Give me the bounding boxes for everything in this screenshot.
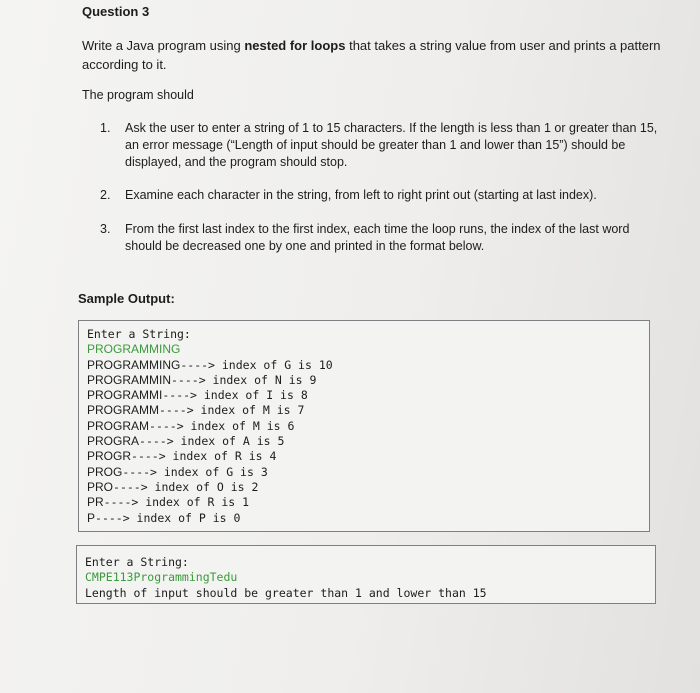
step-number: 1. [100, 121, 111, 135]
sample-console-2 [76, 545, 656, 604]
output-line [87, 419, 641, 434]
sample-output-heading: Sample Output: [78, 291, 175, 306]
output-suffix: ----> index of A is 5 [139, 434, 285, 449]
output-line [87, 480, 641, 495]
output-line [87, 495, 641, 510]
question-intro [82, 36, 672, 74]
output-line [87, 358, 641, 373]
output-prefix: PRO [87, 479, 114, 494]
output-prefix: P [87, 510, 96, 525]
output-prefix: PROGRAMMI [87, 388, 163, 403]
output-suffix: ----> index of M is 6 [149, 418, 295, 433]
output-prefix: PROGRAMMIN [87, 372, 171, 387]
output-line [87, 511, 641, 526]
output-prefix: PR [87, 495, 104, 510]
output-suffix: ----> index of R is 1 [103, 495, 250, 510]
intro-text-1: Write a Java program using [82, 38, 245, 53]
output-suffix: ----> index of G is 3 [122, 464, 268, 479]
output-line [87, 449, 641, 464]
console-error-message: Length of input should be greater than 1 and lower than 15 [85, 585, 487, 600]
output-line [87, 388, 641, 403]
output-line [87, 373, 641, 388]
step-text: From the first last index to the first index, each time the loop runs, the index of the last word should be decreased one by one and printed in the format below. [125, 222, 630, 253]
output-suffix: ----> index of N is 9 [171, 372, 317, 387]
sample-console-1 [78, 320, 650, 532]
step-number: 3. [100, 222, 111, 236]
step-text: Examine each character in the string, from left to right print out (starting at last index). [125, 188, 597, 202]
output-prefix: PROGR [87, 449, 132, 464]
question-title: Question 3 [82, 4, 150, 19]
output-line [87, 403, 641, 418]
output-prefix: PROGRAMMING [87, 357, 181, 372]
console-input: PROGRAMMING [87, 342, 181, 357]
intro-text-2: that takes a string value from user and prints a pattern according to it. [82, 38, 661, 72]
console-prompt: Enter a String: [87, 327, 191, 341]
console-prompt: Enter a String: [85, 555, 189, 569]
output-prefix: PROGRA [87, 434, 140, 449]
output-prefix: PROG [87, 464, 123, 479]
step-item [100, 187, 665, 204]
console-input: CMPE113ProgrammingTedu [85, 570, 238, 585]
output-line [87, 434, 641, 449]
output-line [87, 465, 641, 480]
output-suffix: ----> index of M is 7 [159, 403, 305, 418]
program-should-label: The program should [82, 88, 194, 102]
step-text: Ask the user to enter a string of 1 to 15 characters. If the length is less than 1 or greater than 15, an error message (“Length of input should be greater than 1 and lower than 15”) should be displayed, and the program should stop. [125, 121, 658, 169]
output-suffix: ----> index of R is 4 [131, 449, 277, 464]
output-prefix: PROGRAMM [87, 403, 159, 418]
step-item [100, 221, 665, 255]
step-number: 2. [100, 188, 111, 202]
output-suffix: ----> index of I is 8 [162, 388, 308, 403]
output-suffix: ----> index of O is 2 [113, 479, 259, 494]
output-suffix: ----> index of G is 10 [180, 357, 333, 372]
output-suffix: ----> index of P is 0 [95, 510, 241, 525]
intro-bold: nested for loops [244, 38, 346, 53]
output-prefix: PROGRAM [87, 418, 150, 433]
step-item [100, 120, 665, 171]
